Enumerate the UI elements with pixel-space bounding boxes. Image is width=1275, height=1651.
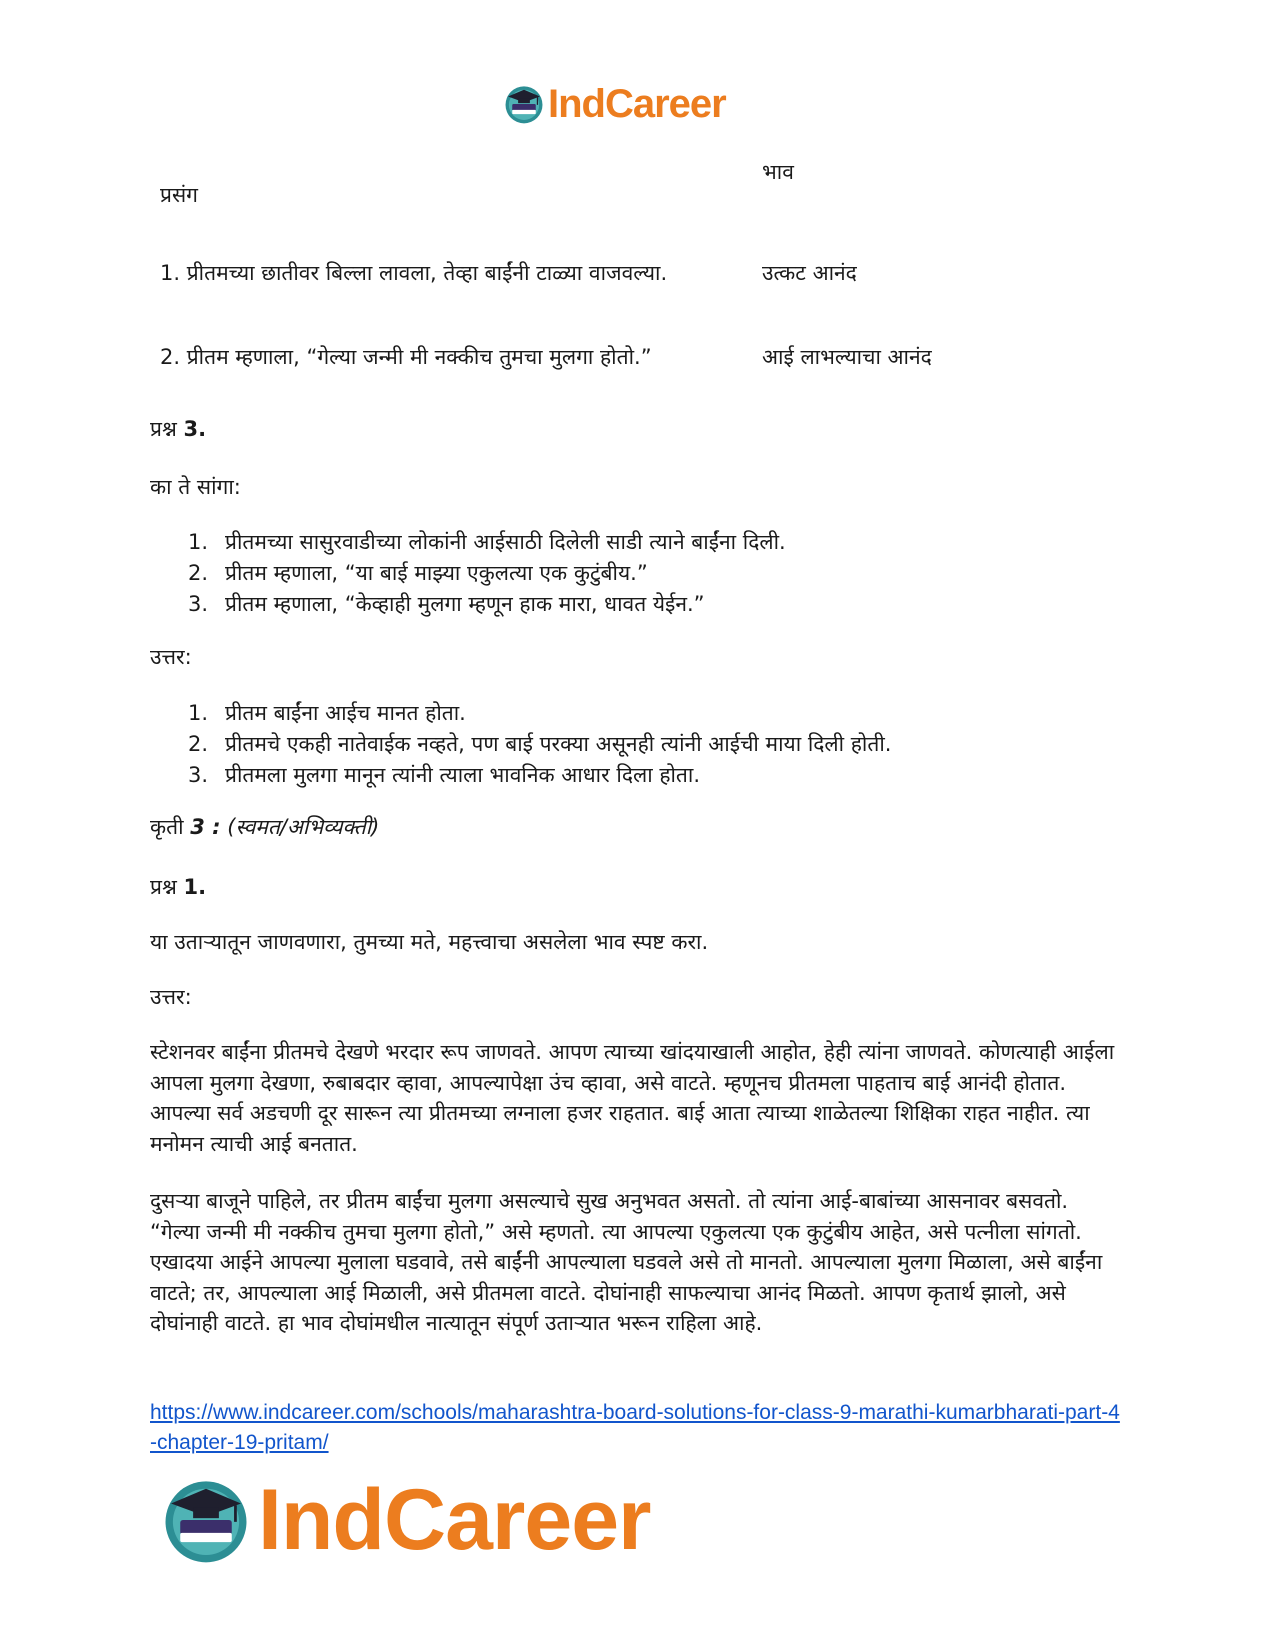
table-row-2-emotion: आई लाभल्याचा आनंद xyxy=(762,345,932,369)
indcareer-logo-bottom xyxy=(160,1470,651,1570)
table-row-1-emotion: उत्कट आनंद xyxy=(762,261,857,285)
indcareer-logo-top xyxy=(503,80,726,128)
question-number: 1. xyxy=(183,875,207,899)
graduation-cap-book-icon xyxy=(503,83,545,125)
list-item: 3. प्रीतमला मुलगा मानून त्यांनी त्याला भावनिक आधार दिला होता. xyxy=(188,763,700,787)
question-label: प्रश्न xyxy=(150,417,177,441)
list-item: 1. प्रीतम बाईंना आईच मानत होता. xyxy=(188,701,466,725)
table-row-1-event: 1. प्रीतमच्या छातीवर बिल्ला लावला, तेव्हा बाईंनी टाळ्या वाजवल्या. xyxy=(160,261,668,285)
question-1-answer-label: उत्तर: xyxy=(150,985,192,1009)
graduation-cap-book-icon xyxy=(160,1474,252,1566)
list-item: 2. प्रीतमचे एकही नातेवाईक नव्हते, पण बाई परक्या असूनही त्यांनी आईची माया दिली होती. xyxy=(188,732,892,756)
question-3-heading xyxy=(150,414,206,444)
answer-paragraph-1: स्टेशनवर बाईंना प्रीतमचे देखणे भरदार रूप जाणवते. आपण त्याच्या खांदयाखाली आहोत, हेही त्यांना जाणवते. कोणत्याही आईला आपला मुलगा देखणा, रुबाबदार व्हावा, आपल्यापेक्षा उंच व्हावा, असे वाटते. म्हणूनच प्रीतमला पाहताच बाई आनंदी होतात. आपल्या सर्व अडचणी दूर सारून त्या प्रीतमच्या लग्नाला हजर राहतात. बाई आता त्याच्या शाळेतल्या शिक्षिका राहत नाहीत. त्या मनोमन त्याची आई बनतात. xyxy=(150,1040,1115,1156)
question-3-answer-list xyxy=(188,698,891,791)
list-item: 2. प्रीतम म्हणाला, “या बाई माझ्या एकुलत्या एक कुटुंबीय.” xyxy=(188,561,648,585)
question-3-instruction: का ते सांगा: xyxy=(150,475,241,499)
brand-name: IndCareer xyxy=(258,1472,651,1568)
question-number: 3. xyxy=(183,417,207,441)
question-1-text: या उताऱ्यातून जाणवणारा, तुमच्या मते, महत्त्वाचा असलेला भाव स्पष्ट करा. xyxy=(150,930,709,954)
list-item: 3. प्रीतम म्हणाला, “केव्हाही मुलगा म्हणून हाक मारा, धावत येईन.” xyxy=(188,592,705,616)
list-item: 1. प्रीतमच्या सासुरवाडीच्या लोकांनी आईसाठी दिलेली साडी त्याने बाईंना दिली. xyxy=(188,530,786,554)
question-3-list xyxy=(188,527,786,620)
kruti-heading: कृती 3 : (स्वमत/अभिव्यक्ती) xyxy=(150,815,380,839)
table-header-event: प्रसंग xyxy=(160,183,198,207)
brand-name: IndCareer xyxy=(548,82,726,126)
answer-paragraph-2: दुसऱ्या बाजूने पाहिले, तर प्रीतम बाईंचा मुलगा असल्याचे सुख अनुभवत असतो. तो त्यांना आई-बाबांच्या आसनावर बसवतो. “गेल्या जन्मी मी नक्कीच तुमचा मुलगा होतो,” असे म्हणतो. त्या आपल्या एकुलत्या एक कुटुंबीय आहेत, असे पत्नीला सांगतो. एखादया आईने आपल्या मुलाला घडवावे, तसे बाईंनी आपल्याला घडवले असे तो मानतो. आपल्याला मुलगा मिळाला, असे बाईंना वाटते; तर, आपल्याला आई मिळाली, असे प्रीतमला वाटते. दोघांनाही साफल्याचा आनंद मिळतो. आपण कृतार्थ झालो, असे दोघांनाही वाटते. हा भाव दोघांमधील नात्यातून संपूर्ण उताऱ्यात भरून राहिला आहे. xyxy=(150,1189,1103,1335)
table-row-2-event: 2. प्रीतम म्हणाला, “गेल्या जन्मी मी नक्कीच तुमचा मुलगा होतो.” xyxy=(160,345,652,369)
question-label: प्रश्न xyxy=(150,875,177,899)
question-3-answer-label: उत्तर: xyxy=(150,645,192,669)
question-1-heading xyxy=(150,872,206,902)
source-link[interactable]: https://www.indcareer.com/schools/maharashtra-board-solutions-for-class-9-marathi-kumarbharati-part-4-chapter-19-pritam/ xyxy=(150,1401,1120,1454)
table-header-emotion: भाव xyxy=(762,160,794,184)
